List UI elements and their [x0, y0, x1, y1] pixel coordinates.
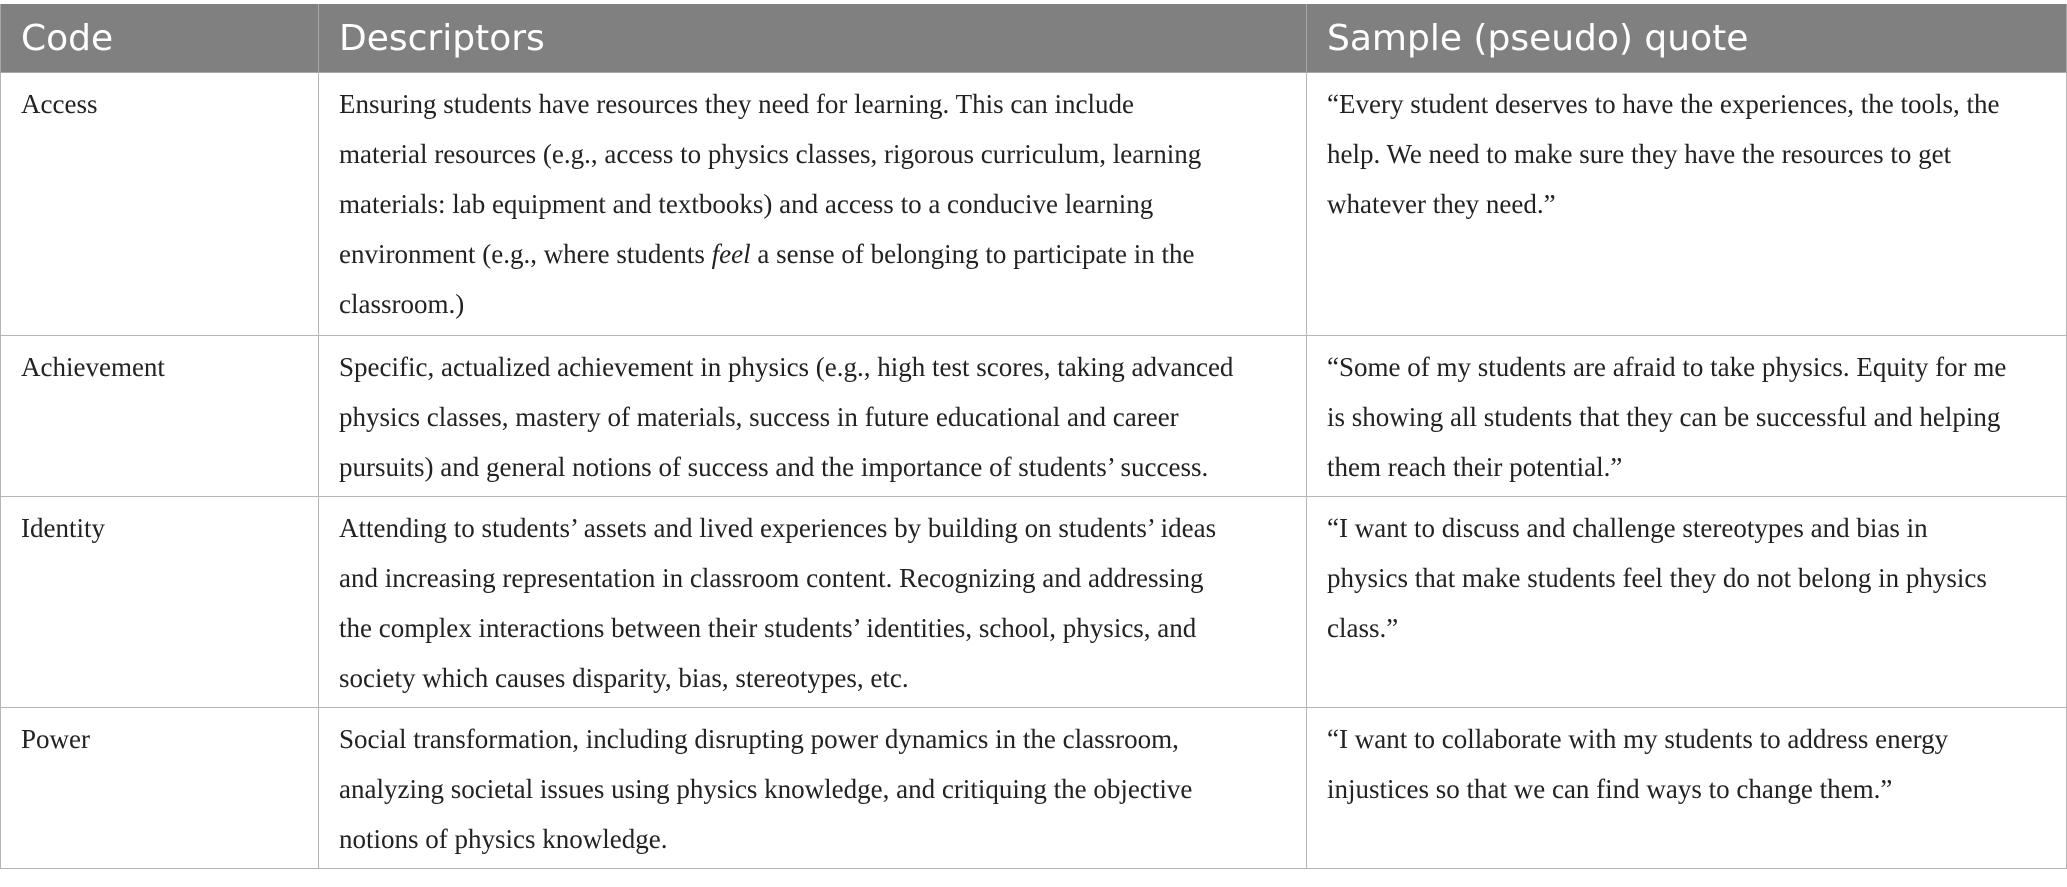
descriptor-line: society which causes disparity, bias, stereotypes, etc.: [339, 663, 909, 693]
descriptor-line: materials: lab equipment and textbooks) and access to a conducive learning: [339, 189, 1154, 219]
quote-line: physics that make students feel they do not belong in physics: [1327, 563, 1987, 593]
descriptor-line: physics classes, mastery of materials, success in future educational and career: [339, 402, 1179, 432]
header-descriptors: Descriptors: [319, 4, 1307, 73]
table-row: [1, 336, 2067, 497]
descriptor-line: the complex interactions between their students’ identities, school, physics, and: [339, 613, 1197, 643]
descriptor-line: [339, 229, 1290, 279]
descriptor-cell: [319, 497, 1307, 708]
quote-line: injustices so that we can find ways to change them.”: [1327, 774, 1893, 804]
descriptor-line: Ensuring students have resources they need for learning. This can include: [339, 89, 1135, 119]
table-row: [1, 497, 2067, 708]
descriptor-cell: [319, 708, 1307, 869]
descriptor-cell: [319, 73, 1307, 336]
descriptor-line: classroom.): [339, 289, 465, 319]
header-quote: Sample (pseudo) quote: [1307, 4, 2067, 73]
descriptor-emphasis: feel: [711, 239, 751, 269]
code-cell: Power: [1, 708, 319, 869]
quote-cell: [1307, 708, 2067, 869]
table-row: [1, 73, 2067, 336]
quote-cell: [1307, 497, 2067, 708]
quote-line: “I want to collaborate with my students to address energy: [1327, 724, 1949, 754]
descriptor-cell: [319, 336, 1307, 497]
quote-cell: [1307, 336, 2067, 497]
quote-cell: [1307, 73, 2067, 336]
descriptor-line: material resources (e.g., access to physics classes, rigorous curriculum, learning: [339, 139, 1202, 169]
descriptor-line: analyzing societal issues using physics knowledge, and critiquing the objective: [339, 774, 1193, 804]
descriptor-line: and increasing representation in classroom content. Recognizing and addressing: [339, 563, 1204, 593]
quote-line: “Every student deserves to have the experiences, the tools, the: [1327, 89, 2000, 119]
descriptor-text: a sense of belonging to participate in the: [750, 239, 1195, 269]
code-cell: Access: [1, 73, 319, 336]
descriptor-text: environment (e.g., where students: [339, 239, 712, 269]
quote-line: class.”: [1327, 613, 1399, 643]
descriptor-line: Social transformation, including disrupting power dynamics in the classroom,: [339, 724, 1179, 754]
codebook-table: [0, 4, 2067, 869]
quote-line: them reach their potential.”: [1327, 452, 1623, 482]
table-header: [1, 4, 2067, 73]
descriptor-line: Specific, actualized achievement in physics (e.g., high test scores, taking advanced: [339, 352, 1234, 382]
quote-line: “Some of my students are afraid to take physics. Equity for me: [1327, 352, 2007, 382]
table-body: [1, 73, 2067, 869]
quote-line: help. We need to make sure they have the resources to get: [1327, 139, 1952, 169]
header-code: Code: [1, 4, 319, 73]
codebook-table-container: [0, 4, 2067, 869]
descriptor-line: pursuits) and general notions of success and the importance of students’ success.: [339, 452, 1209, 482]
quote-line: whatever they need.”: [1327, 189, 1556, 219]
descriptor-line: Attending to students’ assets and lived experiences by building on students’ ideas: [339, 513, 1217, 543]
code-cell: Identity: [1, 497, 319, 708]
quote-line: is showing all students that they can be successful and helping: [1327, 402, 2001, 432]
quote-line: “I want to discuss and challenge stereotypes and bias in: [1327, 513, 1928, 543]
descriptor-line: notions of physics knowledge.: [339, 824, 668, 854]
code-cell: Achievement: [1, 336, 319, 497]
table-row: [1, 708, 2067, 869]
header-row: [1, 4, 2067, 73]
